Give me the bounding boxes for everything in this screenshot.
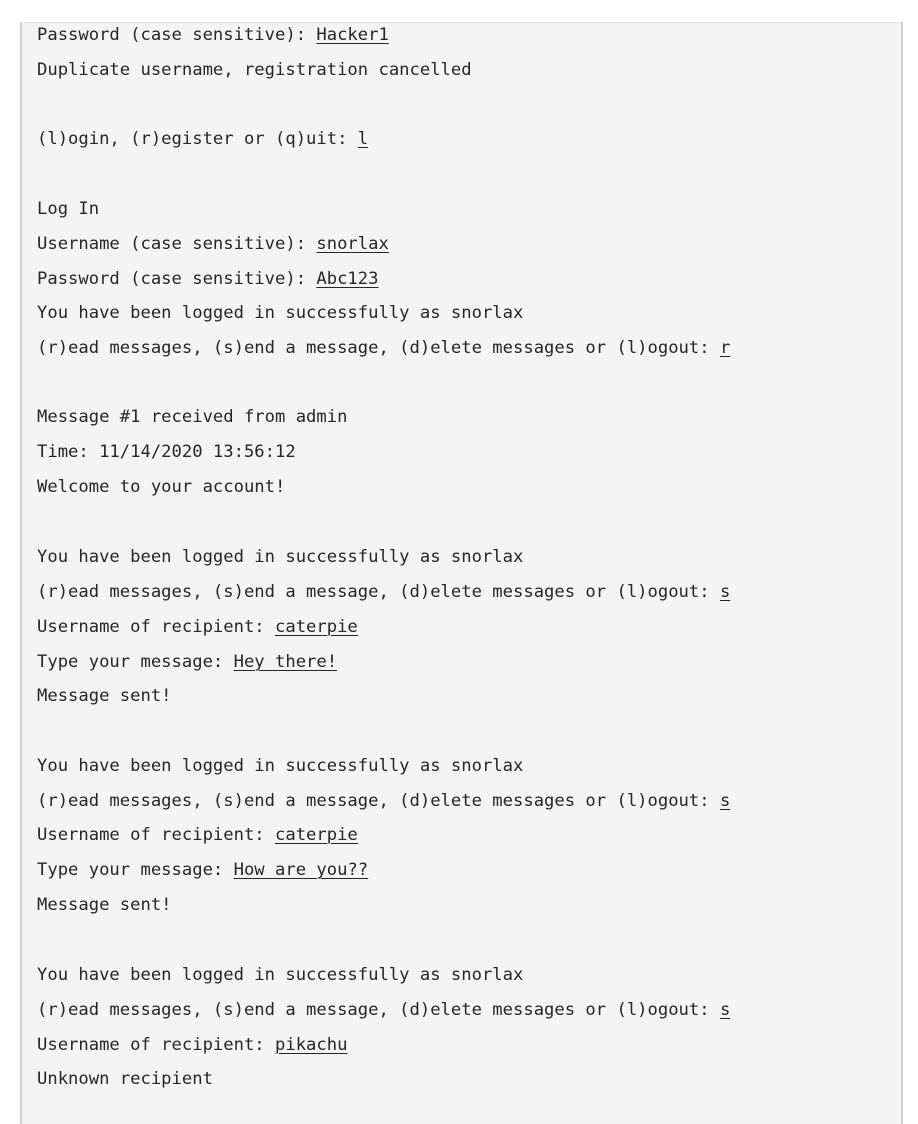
line-text: Welcome to your account! — [37, 477, 286, 497]
line-text: (r)ead messages, (s)end a message, (d)elete messages or (l)ogout: — [37, 791, 720, 811]
user-input: snorlax — [316, 234, 389, 254]
line-text: Password (case sensitive): — [37, 25, 317, 45]
console-line — [37, 893, 172, 917]
console-line — [37, 475, 285, 499]
line-text: Username of recipient: — [37, 825, 275, 845]
user-input: How are you?? — [233, 860, 369, 880]
line-text: Type your message: — [37, 652, 234, 672]
console-line — [37, 684, 172, 708]
console-line — [37, 823, 358, 847]
line-text: Message sent! — [37, 686, 172, 706]
user-input: r — [719, 338, 731, 358]
user-input: l — [357, 129, 369, 149]
console-line — [37, 580, 730, 604]
line-text: You have been logged in successfully as snorlax — [37, 547, 524, 567]
user-input: s — [719, 1000, 731, 1020]
line-text: You have been logged in successfully as snorlax — [37, 303, 524, 323]
line-text: Password (case sensitive): — [37, 269, 317, 289]
line-text: (l)ogin, (r)egister or (q)uit: — [37, 129, 358, 149]
console-line — [37, 963, 523, 987]
line-text: (r)ead messages, (s)end a message, (d)elete messages or (l)ogout: — [37, 582, 720, 602]
user-input: caterpie — [275, 825, 358, 845]
user-input: caterpie — [275, 617, 358, 637]
line-text: Log In — [37, 199, 100, 219]
user-input: Hey there! — [233, 652, 338, 672]
line-text: Type your message: — [37, 860, 234, 880]
user-input: Abc123 — [316, 269, 379, 289]
line-text: Duplicate username, registration cancelled — [37, 60, 472, 80]
console-line — [37, 440, 296, 464]
console-line — [37, 789, 730, 813]
line-text: Username (case sensitive): — [37, 234, 317, 254]
console-line — [37, 545, 523, 569]
line-text: (r)ead messages, (s)end a message, (d)elete messages or (l)ogout: — [37, 338, 720, 358]
console-line — [37, 858, 368, 882]
console-line — [37, 405, 347, 429]
console-line — [37, 127, 368, 151]
console-line — [37, 232, 389, 256]
user-input: s — [719, 582, 731, 602]
console-line — [37, 58, 472, 82]
console-line — [37, 615, 358, 639]
console-line — [37, 998, 730, 1022]
console-line — [37, 23, 389, 47]
line-text: You have been logged in successfully as snorlax — [37, 756, 524, 776]
line-text: Username of recipient: — [37, 617, 275, 637]
line-text: (r)ead messages, (s)end a message, (d)elete messages or (l)ogout: — [37, 1000, 720, 1020]
user-input: Hacker1 — [316, 25, 389, 45]
console-line — [37, 336, 730, 360]
console-line — [37, 1067, 213, 1091]
console-line — [37, 267, 378, 291]
user-input: pikachu — [275, 1035, 348, 1055]
line-text: Message #1 received from admin — [37, 407, 348, 427]
line-text: Time: 11/14/2020 13:56:12 — [37, 442, 296, 462]
line-text: Message sent! — [37, 895, 172, 915]
console-line — [37, 1033, 347, 1057]
line-text: Username of recipient: — [37, 1035, 275, 1055]
console-line — [37, 301, 523, 325]
line-text: You have been logged in successfully as snorlax — [37, 965, 524, 985]
line-text: Unknown recipient — [37, 1069, 213, 1089]
console-line — [37, 197, 99, 221]
console-line — [37, 650, 337, 674]
console-line — [37, 754, 523, 778]
console-output — [20, 22, 903, 1124]
user-input: s — [719, 791, 731, 811]
